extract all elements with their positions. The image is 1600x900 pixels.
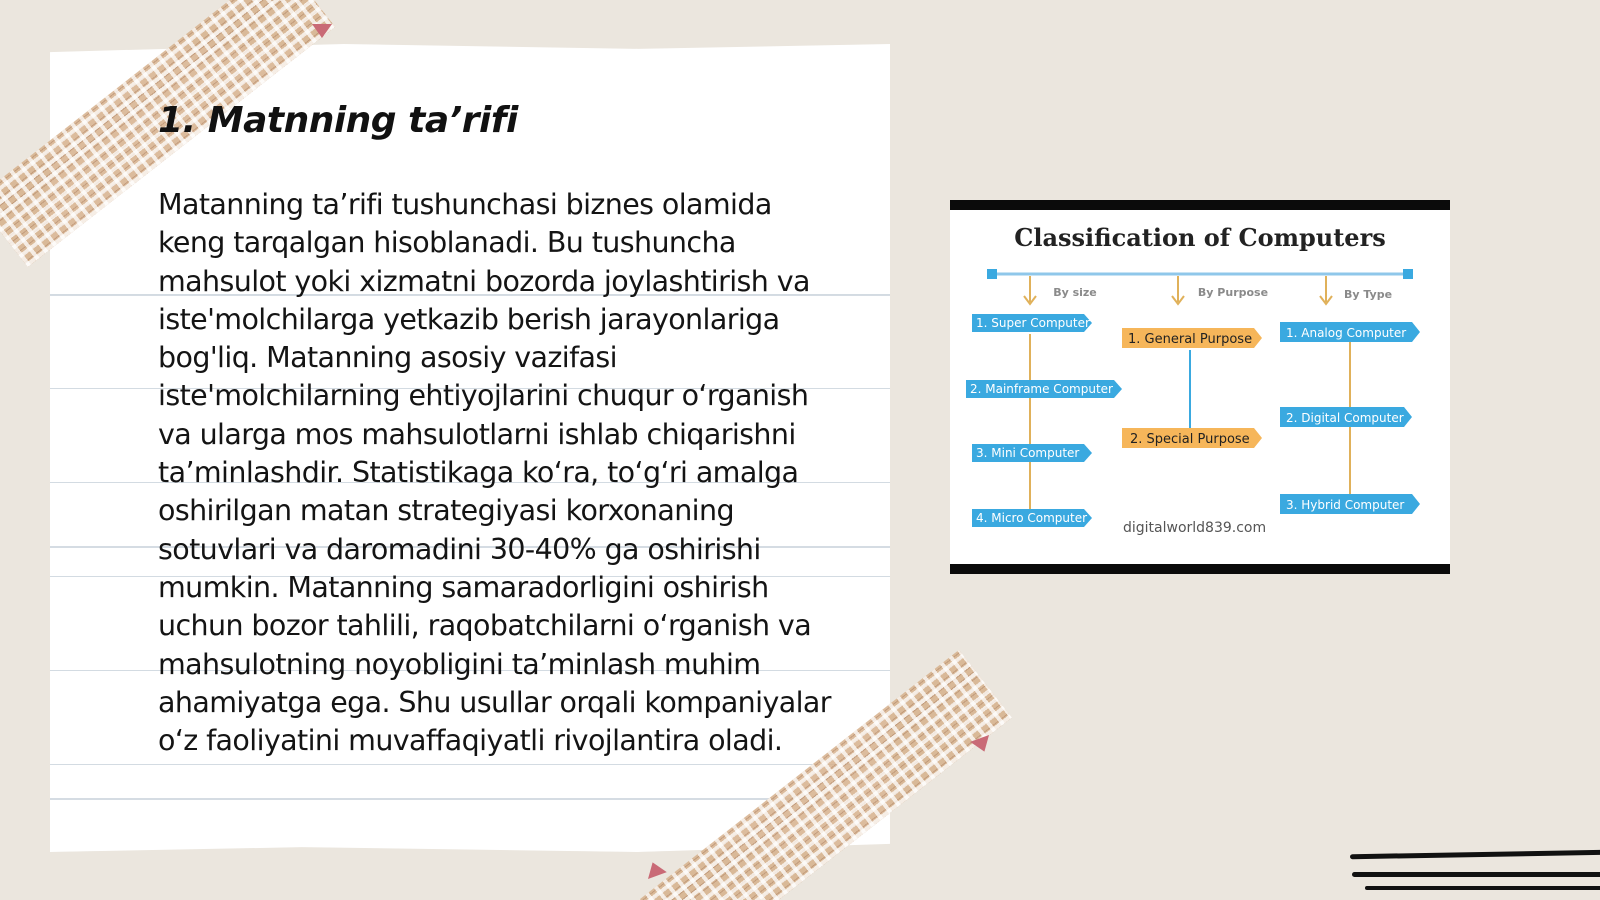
classification-diagram [950,210,1450,564]
pin-icon [312,24,332,38]
connector-node [987,269,997,279]
category-label-purpose: By Purpose [1197,286,1269,299]
decorative-stroke [1365,886,1600,890]
decorative-stroke [1350,850,1600,860]
size-items [966,314,1122,527]
category-label-size: By size [1053,286,1097,299]
size-item: 2. Mainframe Computer [970,382,1113,396]
figure-credit: digitalworld839.com [1123,520,1267,536]
slide-body-text: Matanning ta’rifi tushunchasi biznes olamida keng tarqalgan hisoblanadi. Bu tushuncha mahsulot yoki xizmatni bozorda joylashtirish va iste'molchilarga yetkazib berish jarayonlariga bog'liq. Matanning asosiy vazifasi iste'molchilarning ehtiyojlarini chuqur o‘rganish va ularga mos mahsulotlarni ishlab chiqarishni ta’minlashdir. Statistikaga ko‘ra, to‘g‘ri amalga oshirilgan matan strategiyasi korxonaning sotuvlari va daromadini 30-40% ga oshirishi mumkin. Matanning samaradorligini oshirish uchun bozor tahlili, raqobatchilarni o‘rganish va mahsulotning noyobligini ta’minlash muhim ahamiyatga ega. Shu usullar orqali kompaniyalar o‘z faoliyatini muvaffaqiyatli rivojlantira oladi. [158,188,831,758]
size-item: 4. Micro Computer [976,511,1088,525]
purpose-item: 2. Special Purpose [1130,432,1250,447]
type-item: 2. Digital Computer [1286,411,1404,425]
decorative-stroke [1352,872,1600,877]
pin-icon [643,859,667,879]
connector-node [1403,269,1413,279]
type-item: 3. Hybrid Computer [1286,498,1405,512]
paper-rule-line [50,764,890,765]
slide-title: 1. Matnning ta’rifi [158,100,518,141]
classification-figure [950,200,1450,574]
size-item: 3. Mini Computer [976,446,1080,460]
type-item: 1. Analog Computer [1286,326,1407,340]
purpose-items [1122,328,1262,448]
figure-title: Classification of Computers [1014,223,1386,252]
size-item: 1. Super Computer [976,316,1090,330]
purpose-item: 1. General Purpose [1128,332,1253,347]
category-label-type: By Type [1343,288,1393,301]
